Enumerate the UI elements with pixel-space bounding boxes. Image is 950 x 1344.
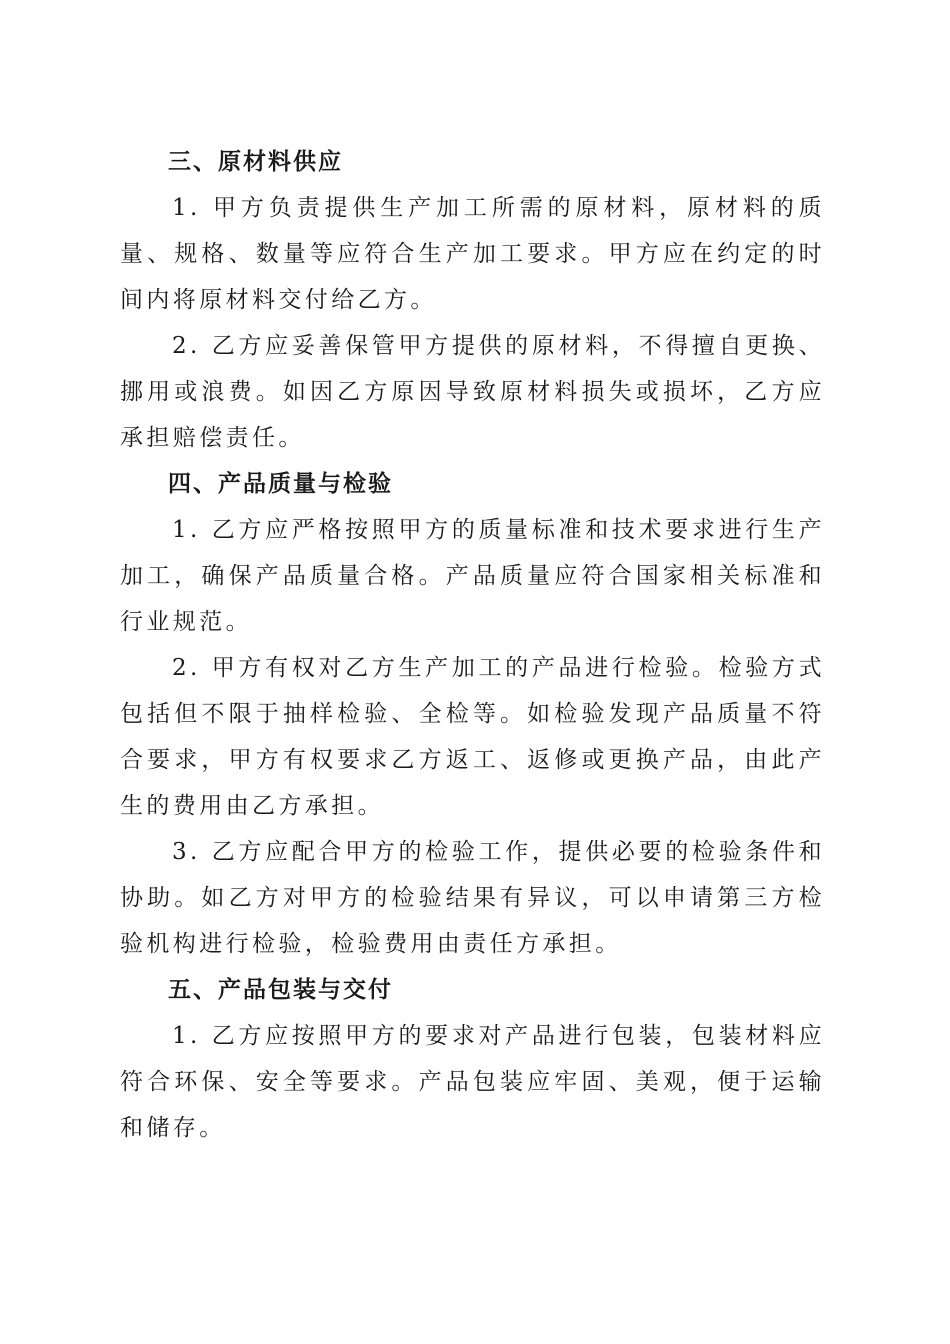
paragraph-packaging-delivery-1: 1. 乙方应按照甲方的要求对产品进行包装，包装材料应符合环保、安全等要求。产品包装应牢固、美观，便于运输和储存。 [120,1023,825,1141]
section-heading-raw-materials: 三、原材料供应 [168,149,343,175]
paragraph-raw-materials-2: 2. 乙方应妥善保管甲方提供的原材料，不得擅自更换、挪用或浪费。如因乙方原因导致原材料损失或损坏，乙方应承担赔偿责任。 [120,333,825,451]
section-heading-quality-inspection: 四、产品质量与检验 [168,471,393,497]
section-heading-packaging-delivery: 五、产品包装与交付 [168,977,393,1003]
document-body [120,139,825,1151]
paragraph-quality-inspection-3: 3. 乙方应配合甲方的检验工作，提供必要的检验条件和协助。如乙方对甲方的检验结果有异议，可以申请第三方检验机构进行检验，检验费用由责任方承担。 [120,839,825,957]
paragraph-raw-materials-1: 1. 甲方负责提供生产加工所需的原材料，原材料的质量、规格、数量等应符合生产加工要求。甲方应在约定的时间内将原材料交付给乙方。 [120,195,825,313]
paragraph-quality-inspection-2: 2. 甲方有权对乙方生产加工的产品进行检验。检验方式包括但不限于抽样检验、全检等。如检验发现产品质量不符合要求，甲方有权要求乙方返工、返修或更换产品，由此产生的费用由乙方承担。 [120,655,825,819]
paragraph-quality-inspection-1: 1. 乙方应严格按照甲方的质量标准和技术要求进行生产加工，确保产品质量合格。产品质量应符合国家相关标准和行业规范。 [120,517,825,635]
